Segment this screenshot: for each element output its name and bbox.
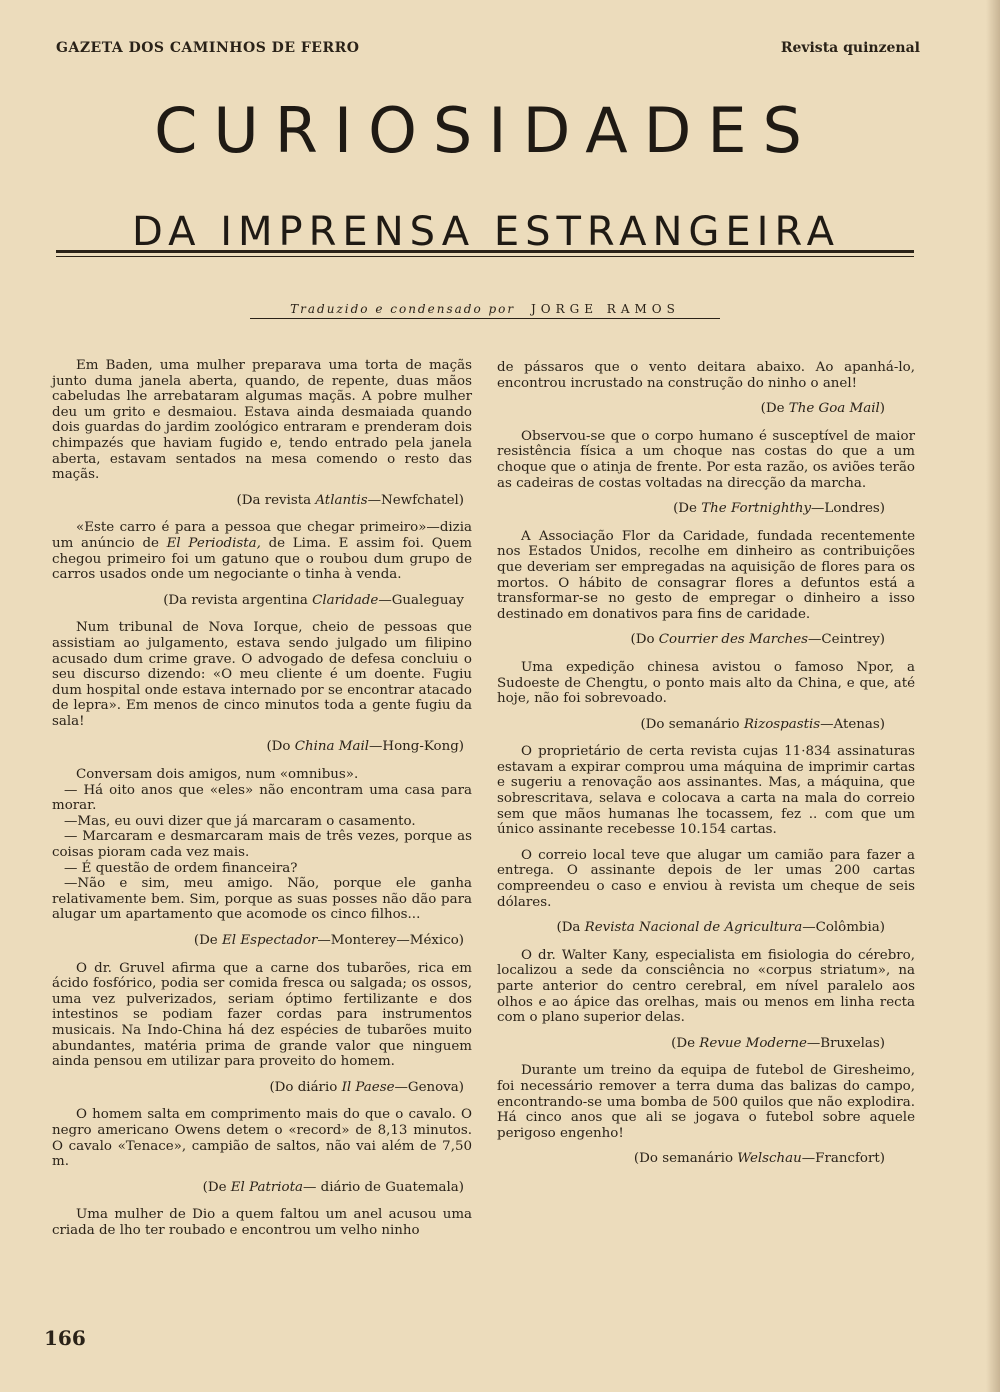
article-paragraph: Num tribunal de Nova Iorque, cheio de pessoas que assistiam ao julgamento, estava sendo julgado um filipino acusado dum crime grave. O advogado de defesa concluiu o seu discurso dizendo: «O meu cliente é um doente. Fugiu dum hospital onde estava internado por se encontrar atacado de lepra». Em menos de cinco minutos toda a gente fugiu da sala! bbox=[52, 620, 472, 729]
article-paragraph: O dr. Gruvel afirma que a carne dos tubarões, rica em ácido fosfórico, podia ser comida fresca ou salgada; os ossos, uma vez pulverizados, seriam óptimo fertilizante e dos intestinos se podiam fazer cordas para instrumentos musicais. Na Indo-China há dez espécies de tubarões muito abundantes, matéria prima de grande valor que ninguem ainda pensou em utilizar para proveito do homem. bbox=[52, 960, 472, 1070]
page-title: CURIOSIDADES bbox=[154, 94, 818, 167]
article-paragraph: Durante um treino da equipa de futebol de Giresheimo, foi necessário remover a terra duma das balizas do campo, encontrando-se uma bomba de 500 quilos que não explodira. Há cinco anos que ali se jogava o futebol sobre aquele perigoso engenho! bbox=[497, 1063, 915, 1141]
page-number: 166 bbox=[44, 1326, 86, 1350]
article-paragraph: O homem salta em comprimento mais do que o cavalo. O negro americano Owens detem o «record» de 8,13 minutos. O cavalo «Tenace», campião de saltos, não vai além de 7,50 m. bbox=[52, 1107, 472, 1170]
page-subtitle: DA IMPRENSA ESTRANGEIRA bbox=[132, 209, 840, 255]
page-edge-shadow bbox=[986, 0, 1000, 1392]
source-credit: (De The Goa Mail) bbox=[760, 401, 885, 417]
article-paragraph: Observou-se que o corpo humano é susceptível de maior resistência física a um choque nas costas do que a um choque que o atinja de frente. Por esta razão, os aviões terão as cadeiras de costas voltadas na direcção da marcha. bbox=[497, 428, 915, 491]
running-header bbox=[56, 40, 920, 64]
byline-author: JORGE RAMOS bbox=[530, 302, 680, 316]
article-paragraph: O correio local teve que alugar um camião para fazer a entrega. O assinante depois de ler umas 200 cartas compreendeu o caso e enviou à revista um cheque de seis dólares. bbox=[497, 847, 915, 910]
article-paragraph: Em Baden, uma mulher preparava uma torta de maçãs junto duma janela aberta, quando, de repente, duas mãos cabeludas lhe arrebataram algumas maçãs. A pobre mulher deu um grito e desmaiou. Estava ainda desmaiada quando dois guardas do jardim zoológico entraram e prenderam dois chimpazés que haviam fugido e, tendo entrado pela janela aberta, estavam sentados na mesa comendo o resto das maçãs. bbox=[52, 358, 472, 483]
article-paragraph: O proprietário de certa revista cujas 11·834 assinaturas estavam a expirar comprou uma máquina de imprimir cartas e sugeriu a renovação aos assinantes. Mas, a máquina, que sobrescritava, selava e colocava a carta na mala do correio sem que mãos humanas lhe tocassem, fez .. com que um único assinante recebesse 10.154 cartas. bbox=[497, 744, 915, 838]
source-credit: (Do semanário Rizospastis—Atenas) bbox=[640, 716, 885, 732]
source-credit: (Do diário Il Paese—Genova) bbox=[269, 1079, 464, 1095]
source-credit: (Do semanário Welschau—Francfort) bbox=[633, 1151, 885, 1167]
source-credit: (De El Espectador—Monterey—México) bbox=[193, 933, 464, 948]
source-credit: (De The Fortnighthy—Londres) bbox=[673, 501, 885, 517]
article-paragraph: A Associação Flor da Caridade, fundada recentemente nos Estados Unidos, recolhe em dinheiro as contribuições que deveriam ser empregadas na aquisição de flores para os mortos. O hábito de consagrar flores a defuntos está a transformar-se no gesto de empregar o dinheiro a isso destinado em donativos para fins de caridade. bbox=[497, 528, 915, 622]
dialogue-line: — Há oito anos que «eles» não encontram uma casa para morar. bbox=[52, 782, 472, 814]
source-credit: (De El Patriota— diário de Guatemala) bbox=[202, 1179, 464, 1195]
source-credit: (Do Courrier des Marches—Ceintrey) bbox=[630, 632, 885, 648]
title-rule-thin bbox=[56, 256, 914, 257]
dialogue-line: Conversam dois amigos, num «omnibus». bbox=[76, 767, 359, 783]
source-credit: (Da revista argentina Claridade—Gualeguay bbox=[163, 592, 464, 608]
article-paragraph: de pássaros que o vento deitara abaixo. Ao apanhá-lo, encontrou incrustado na construção do ninho o anel! bbox=[497, 360, 915, 391]
article-paragraph: O dr. Walter Kany, especialista em fisiologia do cérebro, localizou a sede da consciência no «corpus striatum», na parte anterior do centro cerebral, em nível paralelo aos olhos e ao ápice das orelhas, mais ou menos em linha recta com o plano superior delas. bbox=[497, 947, 915, 1026]
right-column bbox=[497, 360, 915, 1179]
dialogue-line: — Marcaram e desmarcaram mais de três vezes, porque as coisas pioram cada vez mais. bbox=[52, 829, 472, 861]
article-paragraph: Uma mulher de Dio a quem faltou um anel acusou uma criada de lho ter roubado e encontrou um velho ninho bbox=[52, 1207, 472, 1238]
article-paragraph: Uma expedição chinesa avistou o famoso Npor, a Sudoeste de Chengtu, o ponto mais alto da China, e que, até hoje, não foi sobrevoado. bbox=[497, 659, 915, 707]
source-credit: (De Revue Moderne—Bruxelas) bbox=[671, 1035, 885, 1051]
dialogue-line: — É questão de ordem financeira? bbox=[64, 860, 298, 876]
article-paragraph: «Este carro é para a pessoa que chegar primeiro»—dizia um anúncio de El Periodista, de Lima. E assim foi. Quem chegou primeiro foi um gatuno que o roubou dum grupo de carros usados onde um negociante o tinha à venda. bbox=[52, 520, 472, 583]
publication-frequency: Revista quinzenal bbox=[780, 40, 920, 56]
byline-prefix: Traduzido e condensado por bbox=[290, 302, 516, 316]
dialogue-line: —Não e sim, meu amigo. Não, porque ele ganha relativamente bem. Sim, porque as suas posses não dão para alugar um apartamento que acomode os cinco filhos... bbox=[52, 876, 472, 923]
byline bbox=[250, 302, 720, 319]
source-credit: (Da revista Atlantis—Newfchatel) bbox=[236, 492, 464, 508]
left-column bbox=[52, 358, 472, 1249]
publication-name: GAZETA DOS CAMINHOS DE FERRO bbox=[56, 40, 360, 56]
source-credit: (Do China Mail—Hong-Kong) bbox=[266, 739, 464, 755]
dialogue-line: —Mas, eu ouvi dizer que já marcaram o casamento. bbox=[64, 813, 416, 829]
source-credit: (Da Revista Nacional de Agricultura—Colômbia) bbox=[556, 920, 885, 936]
